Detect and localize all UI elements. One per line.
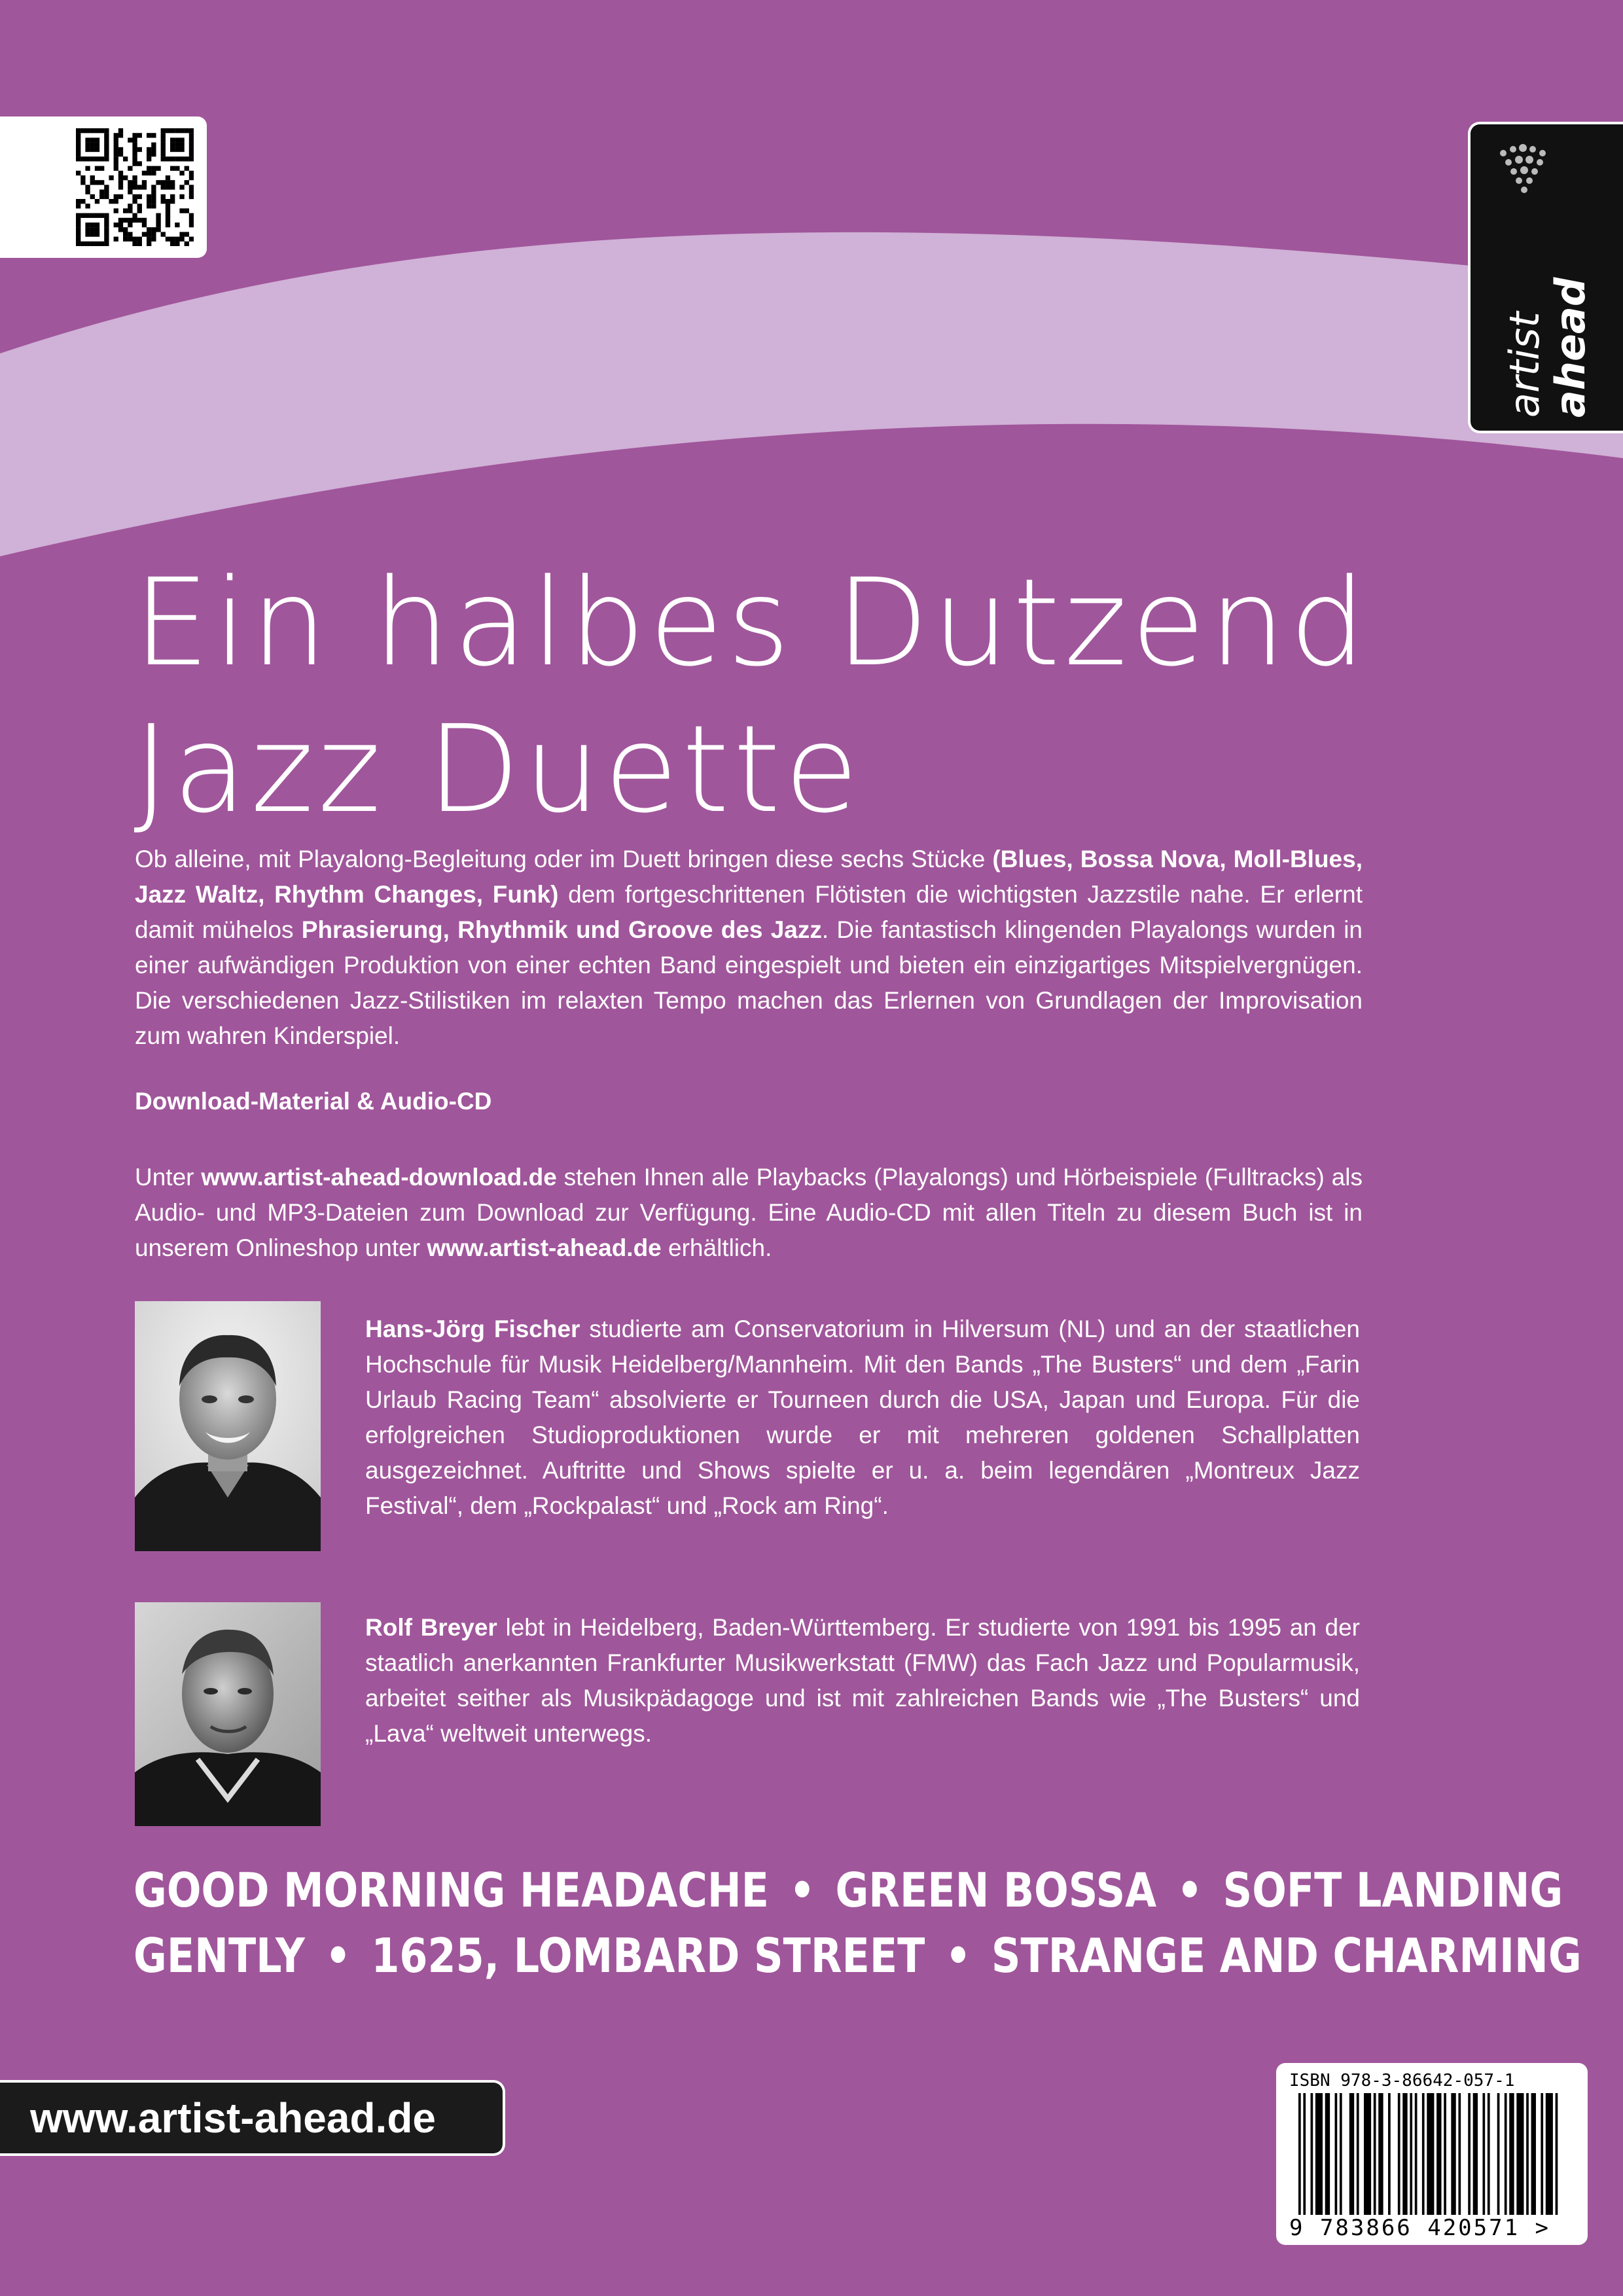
author-bio-text-breyer: lebt in Heidelberg, Baden-Württemberg. Er studierte von 1991 bis 1995 an der staatlich anerkannten Frankfurter Musikwerkstatt (FMW) das Fach Jazz und Popularmusik, arbeitet seither als Musikpädagoge und ist mit zahlreichen Bands wie „The Busters“ und „Lava“ weltweit unterwegs. <box>365 1614 1360 1747</box>
bullet-separator: • <box>945 1928 971 1983</box>
track-title: SOFT LANDING <box>1222 1863 1563 1918</box>
author-name-fischer: Hans-Jörg Fischer <box>365 1316 580 1342</box>
intro-text-1: Ob alleine, mit Playalong-Begleitung oder im Duett bringen diese sechs Stücke <box>135 846 993 872</box>
logo-line1: artist <box>1501 312 1548 418</box>
tracklist-row-1 <box>134 1857 1563 1923</box>
isbn-number: ISBN 978-3-86642-057-1 <box>1289 2071 1515 2090</box>
track-title: GENTLY <box>134 1928 305 1983</box>
bullet-separator: • <box>1177 1863 1203 1918</box>
intro-paragraph <box>135 842 1363 1054</box>
download-link[interactable]: www.artist-ahead-download.de <box>201 1164 557 1191</box>
portrait-icon <box>135 1602 321 1826</box>
download-text-1: Unter <box>135 1164 202 1191</box>
track-title: GREEN BOSSA <box>835 1863 1157 1918</box>
book-title <box>134 550 1508 843</box>
publisher-logo <box>1468 122 1623 433</box>
author-bio-breyer <box>365 1610 1360 1751</box>
author-name-breyer: Rolf Breyer <box>365 1614 497 1641</box>
isbn-barcode <box>1276 2063 1588 2245</box>
track-title: 1625, LOMBARD STREET <box>371 1928 925 1983</box>
download-text-2: stehen Ihnen alle Playbacks (Playalongs) und Hörbeispiele (Fulltracks) als Audio- und MP3-Dateien zum Download zur Verfügung. Eine Audio-CD mit allen Titeln zu diesem Buch ist in unserem Onlineshop unter <box>135 1164 1363 1261</box>
logo-wordmark <box>1502 143 1594 418</box>
author-bio-fischer <box>365 1312 1360 1524</box>
tracklist <box>134 1857 1582 1988</box>
author-bio-text-fischer: studierte am Conservatorium in Hilversum (NL) und an der staatlichen Hochschule für Musik Heidelberg/Mannheim. Mit den Bands „The Busters“ und dem „Farin Urlaub Racing Team“ absolvierte er Tourneen durch die USA, Japan und Europa. Für die erfolgreichen Studioproduktionen wurde er mit mehreren goldenen Schallplatten ausgezeichnet. Auftritte und Shows spielte er u. a. beim legendären „Montreux Jazz Festival“, dem „Rockpalast“ und „Rock am Ring“. <box>365 1316 1360 1519</box>
tracklist-row-2 <box>134 1923 1582 1988</box>
track-title: GOOD MORNING HEADACHE <box>134 1863 769 1918</box>
download-paragraph <box>135 1160 1363 1266</box>
download-text-3: erhältlich. <box>661 1234 772 1261</box>
author-photo-breyer <box>135 1602 321 1826</box>
title-line2: Jazz Duette <box>134 700 863 840</box>
qr-code-panel <box>0 117 207 258</box>
qr-code-icon <box>76 128 194 246</box>
portrait-icon <box>135 1301 321 1551</box>
logo-line2: ahead <box>1546 277 1594 418</box>
bullet-separator: • <box>789 1863 815 1918</box>
intro-text-2: dem fortgeschrittenen Flötisten die wichtigsten Jazzstile nahe. Er erlernt damit mühelos <box>135 881 1363 943</box>
website-link[interactable]: www.artist-ahead.de <box>0 2080 505 2156</box>
title-line1: Ein halbes Dutzend <box>134 553 1370 693</box>
ean-number: 9 783866 420571 > <box>1289 2215 1550 2241</box>
intro-styles: (Blues, Bossa Nova, Moll-Blues, Jazz Waltz, Rhythm Changes, Funk) <box>135 846 1363 908</box>
wave-band <box>0 232 1623 556</box>
intro-skills: Phrasierung, Rhythmik und Groove des Jazz <box>301 916 822 943</box>
barcode-icon <box>1298 2093 1560 2215</box>
shop-link[interactable]: www.artist-ahead.de <box>427 1234 662 1261</box>
author-photo-fischer <box>135 1301 321 1551</box>
background-wave <box>0 0 1623 589</box>
track-title: STRANGE AND CHARMING <box>991 1928 1582 1983</box>
intro-text-3: . Die fantastisch klingenden Playalongs wurden in einer aufwändigen Produktion von einer echten Band eingespielt und bieten ein einzigartiges Mitspielvergnügen. Die verschiedenen Jazz-Stilistiken im relaxten Tempo machen das Erlernen von Grundlagen der Improvisation zum wahren Kinderspiel. <box>135 916 1363 1049</box>
download-heading: Download-Material & Audio-CD <box>135 1088 492 1115</box>
bullet-separator: • <box>325 1928 351 1983</box>
